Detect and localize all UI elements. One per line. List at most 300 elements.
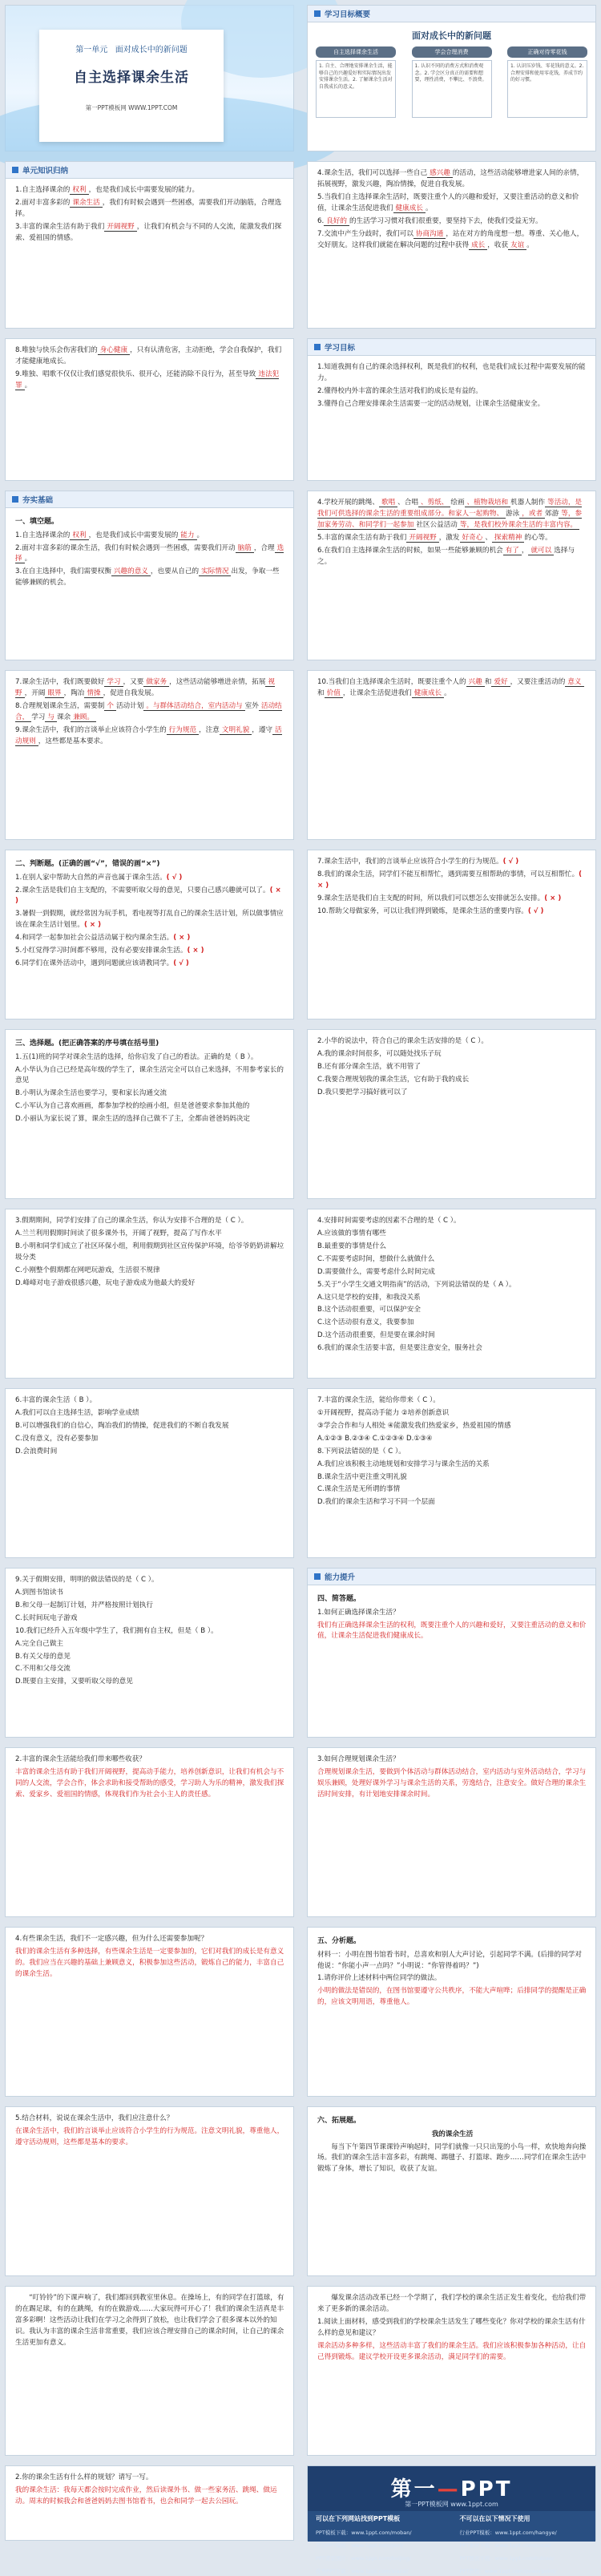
judge-mark: ( × ) [173, 934, 191, 943]
question-text: 课余 [57, 713, 71, 721]
answer-blank: 脑筋 [236, 544, 254, 553]
answer-blank: 个 [104, 702, 116, 711]
question-text: ， [521, 546, 529, 555]
qa-slide-2 [5, 1747, 294, 1917]
answer-blank: 就可以 [528, 547, 554, 555]
question-item [317, 192, 587, 215]
answer-blank: 有了 [503, 547, 522, 555]
question-text: ，只有认清危害，主动拒绝，学会自我保护，我们才能健康地成长。 [15, 346, 282, 365]
choice-slide-1 [5, 1029, 294, 1199]
question-text: ，遵守 [252, 725, 273, 734]
question: 2.丰富的课余生活能给我们带来哪些收获？ [15, 1755, 146, 1763]
choice-line: A.完全自己做主 [15, 1639, 64, 1648]
question-item [15, 543, 285, 566]
question-text: 郊游 [545, 509, 559, 518]
choice-line: C.课余生活是无所谓的事情 [317, 1485, 401, 1494]
judge-item [317, 906, 587, 918]
answer-blank: ，或者 [519, 510, 545, 519]
plan-slide [5, 2465, 294, 2541]
question: 4.有些课余生活，我们不一定感兴趣，但为什么还需要参加呢？ [15, 1935, 208, 1943]
answer-blank: 探索精神 [492, 534, 524, 543]
question-text: 8.我们的课余生活，同学们不能互相帮忙，遇到需要互相帮助的事情，可以互相帮忙。 [317, 870, 579, 878]
judge-item [15, 873, 285, 884]
footer-link: PPT模板下载：www.1ppt.com/moban/ [316, 2529, 412, 2536]
choice-line: A.我们应该积极主动地规划和安排学习与课余生活的关系 [317, 1460, 490, 1468]
footer-link: 优秀PPT下载：www.1ppt.com/xiazai/ [316, 2568, 409, 2575]
question-text: 室外 [244, 701, 259, 710]
choice-line: A.①②③ B.②③④ C.①②③④ D.①③④ [317, 1434, 433, 1443]
answer-blank: 兴趣的意义 [111, 567, 151, 576]
question-text: ，也要从自己的 [150, 567, 200, 576]
question-text: 社区公益活动 [416, 520, 458, 529]
question-text: 游泳 [506, 509, 520, 518]
answer: 我的课余生活：我每天都会按时完成作业，然后读课外书、做一些家务活、跳绳、做运动。周末的时候我会和爸爸妈妈去图书馆看书，也会和同学一起去公园玩。 [15, 2485, 277, 2505]
question: 2.你的课余生活有什么样的规划？请写一写。 [15, 2473, 153, 2481]
objective-column [316, 46, 396, 118]
answer-blank: 眼界 [45, 689, 63, 698]
question-item [317, 216, 587, 228]
question-text: 和 [484, 678, 492, 686]
question-text: ，陶冶 [63, 688, 85, 697]
question-text: 6.同学们在课外活动中，遇到问题就应该请教同学。 [15, 959, 174, 968]
choice-line: B.可以增强我们的自信心，陶冶我们的情操，促进我们的不断自我发展 [15, 1421, 229, 1430]
question-item [317, 677, 587, 700]
question-text: ，我们有时候会遇到一些困惑，需要我们开动脑筋，合理选择。 [15, 198, 282, 218]
answer-blank: 权利 [70, 186, 88, 195]
answer-blank: 歌唱 [379, 499, 397, 507]
question-text: 4.和同学一起参加社会公益活动属于校内课余生活。 [15, 934, 174, 943]
question-text: 3.丰富的课余生活有助于我们 [15, 222, 105, 231]
answer-blank: 价值 [325, 689, 343, 698]
question-text: 3.暑假一到假期，就经常因为玩手机，看电视等打乱自己的课余生活计划，所以做事情应该在课余生活计划里。 [15, 910, 284, 930]
choice-line: D.小丽认为家长说了算，课余生活的选择自己做不了主，全都由爸爸妈妈决定 [15, 1115, 250, 1124]
objective-heading: 正确对待零花钱 [507, 46, 587, 58]
choice-slide-6 [307, 1388, 596, 1558]
answer-blank: 权利 [70, 531, 88, 540]
answer-blank: 活动结合， [15, 701, 282, 721]
answer-blank: 良好的 [324, 217, 349, 226]
question-text: 、合唱 [397, 499, 418, 507]
question-item [15, 567, 285, 589]
question-item [15, 677, 285, 700]
question: 1.阅读上面材料，感受到我们的学校课余生活发生了哪些变化？你对学校的课余生活有什么样的意见和建议？ [317, 2317, 586, 2337]
answer-blank: 行为规范 [167, 726, 199, 735]
answer-blank: 兼顾。 [71, 713, 96, 722]
question-text: 活动计划 [115, 701, 144, 710]
footer-slide [307, 2465, 596, 2575]
improve-header: 能力提升 [325, 1573, 356, 1582]
question-text: ，让我们有机会与不同的人交流，能激发我们探索、爱祖国的情感。 [15, 222, 282, 242]
answer: 合理规划课余生活，要做到个体活动与群体活动结合，室内活动与室外活动结合，学习与娱乐兼顾，处理好课外学习与课余生活的关系，劳逸结合，注意安全。做好合理的课余生活时间安排，有计划地安排课余时间。 [317, 1767, 587, 1799]
answer-blank: 等，参加家务劳动、和同学们一起参加 [317, 509, 583, 529]
footer-link: PPT素材下载：www.1ppt.com/sucai/ [459, 2542, 551, 2549]
goal-item: 2.懂得校内外丰富的课余生活对我们的成长是有益的。 [317, 386, 482, 395]
answer-blank: 选择 [15, 543, 284, 563]
choice-line: A.到图书馆读书 [15, 1588, 64, 1597]
judge-mark: ( √ ) [502, 858, 519, 866]
answer-blank: 。与群体活动结合，室内活动与 [143, 702, 244, 711]
judge-item [317, 894, 587, 905]
choice-line: ③学会合作和与人相处 ④能激发我们热爱家乡，热爱祖国的情感 [317, 1421, 511, 1430]
question-text: 。 [444, 688, 451, 697]
cover-slide [5, 5, 294, 151]
answer-blank: 情操 [84, 689, 103, 698]
question-text: 10.当我们自主选择课余生活时，既要注重个人的 [317, 678, 466, 686]
answer-blank: 能力 [178, 531, 196, 540]
footer-link: 节日PPT模板：www.1ppt.com/jieri/ [316, 2542, 404, 2549]
choice-line: ①开阔视野，提高动手能力 ②培养创新意识 [317, 1408, 450, 1417]
question-text: 2.面对丰富多彩的课余生活，我们有时候会遇到一些困惑，需要我们开动 [15, 543, 236, 552]
objectives-slide [307, 5, 596, 151]
choice-line: B.小明认为课余生活也要学习，要和家长沟通交流 [15, 1089, 167, 1098]
choice-line: C.这个活动很有意义，我要参加 [317, 1318, 414, 1327]
objective-column [507, 46, 587, 118]
qa-slide-3 [307, 1747, 596, 1917]
answer-blank: 等，是我们校外课余生活的丰富内容。 [458, 521, 579, 530]
choice-line: D.既要自主安排，又要听取父母的意见 [15, 1678, 133, 1686]
question-item [15, 185, 285, 196]
essay-title: 我的课余生活 [431, 2130, 474, 2138]
question-text: 的心等。 [524, 533, 552, 542]
question-text: 的活动，这些活动能够增进家人间的亲情，拓展视野，激发兴趣，陶冶情操，促进自我发展。 [317, 169, 584, 188]
footer-link: PPT教程：www.1ppt.com/powerpoint/ [459, 2568, 557, 2575]
choice-slide-4 [307, 1209, 596, 1379]
question-text: 机器人制作 [510, 499, 546, 507]
question-item [15, 345, 285, 368]
choice-line: D.我们的课余生活和学习不同一个层面 [317, 1498, 435, 1507]
knowledge-slide-1 [5, 161, 294, 329]
answer-blank: 兴趣 [466, 678, 485, 687]
answer: 小明的做法是错误的，在图书馆要遵守公共秩序，不能大声喧哗；后排同学的提醒是正确的，应该文明用语，尊重他人。 [317, 1987, 587, 2007]
question: 3.如何合理规划课余生活？ [317, 1755, 400, 1763]
question-text: 5.丰富的课余生活有助于我们 [317, 533, 407, 542]
question-item [317, 546, 587, 568]
choice-line: D.我只要把学习搞好就可以了 [317, 1088, 408, 1096]
question-text: 和 [317, 688, 325, 697]
choice-line: 2.小华的说法中，符合自己的课余生活安排的是（ C ）。 [317, 1037, 489, 1045]
choice-slide-2 [307, 1029, 596, 1199]
section-title: 六、拓展题。 [317, 2117, 361, 2125]
answer-blank: 违法犯罪 [15, 369, 280, 390]
knowledge-slide-2 [307, 161, 596, 329]
answer-blank: 爱好 [491, 678, 510, 687]
choice-line: A.应该做的事情有哪些 [317, 1229, 386, 1238]
choice-line: D.峰峰对电子游戏很感兴趣，玩电子游戏成为他最大的爱好 [15, 1278, 196, 1287]
judge-item [15, 886, 285, 908]
judge-slide-1 [5, 850, 294, 1019]
objective-body: 1. 认识不同的消费方式和消费观念。2. 学会区分真正的需要和想要，理性消费，不攀比、不浪费。 [412, 60, 492, 118]
answer: 课余活动多种多样，这些活动丰富了我们的课余生活。我们应该积极参加各种活动，让自己得到锻炼。建议学校开设更多课余活动，满足同学们的需要。 [317, 2341, 587, 2361]
objectives-title: 面对成长中的新问题 [412, 30, 491, 41]
choice-line: A.兰兰利用假期时间读了很多课外书，开阔了视野，提高了写作水平 [15, 1229, 222, 1238]
basic-slide-1 [5, 491, 294, 660]
question: 1.如何正确选择课余生活？ [317, 1608, 400, 1617]
question-item [317, 533, 587, 544]
question-text: 。 [196, 531, 204, 539]
footer-link: PPT背景图片：www.1ppt.com/beijing/ [316, 2555, 411, 2562]
section-title: 二、判断题。(正确的画“√”，错误的画“×”) [15, 860, 160, 868]
question-text: ，让课余生活促进我们 [342, 688, 412, 697]
choice-line: 9.关于假期安排，明明的做法错误的是（ C ）。 [15, 1576, 159, 1584]
objective-heading: 自主选择课余生活 [316, 46, 396, 58]
question-text: ，注意 [199, 725, 220, 734]
question-text: 4.课余生活，我们可以选择一些自己 [317, 169, 428, 177]
question-text: 7.交流中产生分歧时，我们可以 [317, 229, 413, 238]
question-text: 10.帮助父母做家务，可以让我们得到锻炼，是课余生活的重要内容。 [317, 906, 528, 915]
question-text: 9.课余生活中，我们的言谈举止应该符合小学生的 [15, 725, 167, 734]
question-text: 3.在自主选择中，我们需要权衡 [15, 567, 111, 576]
question-text: 5.当我们自主选择课余生活时，既要注重个人的兴趣和爱好，又要注重活动的意义和价值，让课余生活促进我们 [317, 192, 579, 212]
question-item [15, 198, 285, 220]
answer-blank: 实际情况 [199, 567, 231, 576]
objective-body: 1. 认识压岁钱、零花钱的意义。2. 合理安排和使用零花钱，养成节约的好习惯。 [507, 60, 587, 118]
choice-line: A.这只是学校的安排，和我没关系 [317, 1293, 421, 1302]
answer-blank: 、剪纸、 [418, 499, 450, 507]
improve-slide [307, 1568, 596, 1738]
footer-col2-title: 不可以在以下情况下使用 [459, 2515, 530, 2522]
qa-slide-5 [5, 2106, 294, 2276]
cover-panel [39, 30, 224, 142]
question: 1.请你评价上述材料中两位同学的做法。 [317, 1974, 442, 1983]
question-text: ，收获 [487, 240, 509, 249]
question-text: ，开阔 [24, 688, 46, 697]
choice-line: C.不需要考虑时间，想做什么就做什么 [317, 1254, 435, 1263]
choice-line: B.最重要的事情是什么 [317, 1242, 386, 1250]
question-text: 5.小红觉得学习时间都不够用，没有必要安排课余生活。 [15, 947, 188, 955]
cover-title: 自主选择课余生活 [74, 70, 189, 86]
footer-sub: 第一PPT模板网 www.1ppt.com [405, 2501, 498, 2508]
answer-blank: 等活动，是我们可供选择的课余生活的重要组成部分。和家人一起购物、 [317, 499, 583, 518]
essay-text: 每当下午第四节课课铃声响起时，同学们就像一只只出笼的小鸟一样，欢快地奔向操场。我们的课余生活丰富多彩，有跳绳、踢毽子、打篮球、跑步……同学们在课余生活中锻炼了身体，增长了知识，收获了友谊。 [317, 2142, 587, 2174]
choice-line: D.需要做什么，需要考虑什么时间完成 [317, 1267, 435, 1276]
question-text: 9.课余生活是我们自主支配的时间，所以我们可以想怎么安排就怎么安排。 [317, 894, 545, 902]
answer-blank: 学习 [104, 678, 123, 687]
answer-blank: 感兴趣 [427, 169, 453, 178]
answer-blank: 、植物栽培和 [465, 499, 511, 507]
choice-line: B.和父母一起制订计划，并严格按照计划执行 [15, 1601, 153, 1609]
choice-line: C.长时间玩电子游戏 [15, 1613, 78, 1622]
question-text: 的生活学习习惯对我们很重要，要坚持下去，使我们受益无穷。 [349, 216, 543, 225]
ppt-logo: 第一—PPT [390, 2477, 513, 2501]
choice-line: B.课余生活中更注重文明礼貌 [317, 1472, 407, 1481]
judge-mark: ( × ) [15, 886, 281, 906]
question-item [15, 701, 285, 724]
question-text: ，激发 [438, 533, 460, 542]
answer: 我们有正确选择课余生活的权利，既要注重个人的兴趣和爱好，又要注重活动的意义和价值，让课余生活促进我们健康成长。 [317, 1621, 587, 1641]
question-text: 。 [425, 204, 433, 212]
basic-slide-4 [307, 670, 596, 840]
essay-slide [5, 2286, 294, 2456]
question-text: 绘画 [450, 499, 465, 507]
choice-line: 6.我们的课余生活要丰富，但是要注意安全，服务社会 [317, 1344, 482, 1353]
essay-text: “叮铃铃”的下课声响了，我们都回到教室里休息。在操场上，有的同学在打篮球，有的在踢足球，有的在跳绳，有的在做游戏……大家玩得可开心了！我们的课余生活真是丰富多彩啊！这些活动让我们在学习之余得到了放松，也让我们学会了很多课本以外的知识。我认为丰富的课余生活非常重要，我们应该合理安排自己的课余时间，让自己的课余生活更加有意义。 [15, 2294, 284, 2347]
question-item [317, 168, 587, 191]
choice-line: D.会浪费时间 [15, 1447, 58, 1456]
choice-line: 1.五(1)班的同学对课余生活的选择，给你启发了自己的看法。正确的是（ B ）。 [15, 1052, 258, 1061]
question-text: 1.自主选择课余的 [15, 531, 71, 539]
question-text: 6.在我们自主选择课余生活的时候，如果一些能够兼顾的机会 [317, 546, 503, 555]
answer-blank: 成长 [469, 241, 487, 250]
choice-line: B.有关父母的意见 [15, 1652, 71, 1661]
answer-blank: 好奇心 [460, 534, 486, 543]
judge-item [15, 946, 285, 957]
question-text: 8.唯独与快乐会伤害我们的 [15, 346, 98, 354]
objectives-header: 学习目标概要 [325, 10, 371, 19]
judge-mark: ( × ) [83, 921, 101, 930]
answer-blank: 视野 [15, 678, 276, 697]
judge-item [15, 959, 285, 970]
answer-blank: 开阔视野 [104, 223, 136, 232]
section-title: 一、填空题。 [15, 518, 59, 526]
question-item [15, 725, 285, 748]
question-item [317, 498, 587, 531]
answer: 在课余生活中，我们的言谈举止应该符合小学生的行为规范。注意文明礼貌，尊重他人，遵守活动规则，这些都是基本的要求。 [15, 2126, 284, 2146]
reading-text: 爆发课余活动改革已经一个学期了，我们学校的课余生活正发生着变化，也给我们带来了更多新的课余活动。 [317, 2294, 587, 2313]
question-text: 。 [24, 381, 32, 390]
question-text: 学习 [31, 713, 46, 721]
choice-line: B.这个活动很重要，可以保护安全 [317, 1306, 421, 1314]
section-title: 三、选择题。(把正确答案的序号填在括号里) [15, 1040, 159, 1048]
question-text: 2.面对丰富多彩的 [15, 198, 71, 207]
judge-slide-2 [307, 850, 596, 1019]
question-text: ，又要注重活动的 [510, 678, 566, 686]
unit-title: 面对成长中的新问题 [115, 46, 188, 55]
answer-blank: 友谊 [508, 241, 526, 250]
question-text: 、 [485, 533, 492, 542]
judge-item [15, 933, 285, 944]
question-text: 选择与之。 [317, 546, 575, 566]
choice-line: A.我的课余时间很多，可以随处找乐子玩 [317, 1049, 442, 1058]
material: 材料一：小明在图书馆看书时，总喜欢和别人大声讨论，引起同学不满。(后排的同学对他说：“你能小声一点吗？”小明说：“你管得着吗？”) [317, 1950, 582, 1970]
question-text: ，也是我们成长中需要发展的能力。 [88, 186, 200, 194]
choice-line: C.没有意义，没有必要参加 [15, 1434, 99, 1443]
footer-link: 行业PPT模板：www.1ppt.com/hangye/ [459, 2529, 557, 2536]
basic-slide-2 [307, 491, 596, 660]
judge-item [317, 870, 587, 892]
question-item [15, 369, 285, 392]
question-text: ，又要 [123, 678, 144, 686]
question-text: ，这些都是基本要求。 [38, 737, 107, 745]
question-text: 8.合理规划课余生活，需要制 [15, 701, 105, 710]
choice-line: 7.丰富的课余生活，能给你带来（ C ）。 [317, 1396, 440, 1404]
answer-blank: 协商沟通 [413, 230, 446, 239]
question-text: ，促进自我发展。 [103, 688, 159, 697]
choice-line: 6.丰富的课余生活（ B ）。 [15, 1396, 97, 1404]
choice-line: 4.安排时间需要考虑的因素不合理的是（ C ）。 [317, 1217, 461, 1225]
choice-slide-3 [5, 1209, 294, 1379]
choice-slide-7 [5, 1568, 294, 1738]
footer-col1-title: 可以在下列网站找到PPT模板 [316, 2515, 401, 2522]
answer: 我们的课余生活有多种选择，有些课余生活是一定要参加的，它们对我们的成长是有意义的。我们应当在兴趣的基础上兼顾意义，积极参加这些活动，锻炼自己的能力，丰富自己的课余生活。 [15, 1947, 284, 1978]
question-text: 7.课余生活中，我们的言谈举止应该符合小学生的行为规范。 [317, 858, 503, 866]
choice-line: A.小华认为自己已经是高年级的学生了，课余生活完全可以自己来选择，不用参考家长的意见 [15, 1065, 284, 1085]
knowledge-slide-3 [5, 338, 294, 481]
basic-header: 夯实基础 [22, 496, 54, 505]
judge-mark: ( √ ) [166, 873, 183, 882]
question-item [15, 222, 285, 244]
knowledge-header: 单元知识归纳 [22, 167, 69, 176]
section-title: 四、简答题。 [317, 1595, 361, 1603]
answer-blank: 意义 [565, 678, 583, 687]
answer-blank: 文明礼貌 [220, 726, 252, 735]
choice-line: 5.关于“小学生交通文明指南”的活动，下列说法错误的是（ A ）。 [317, 1280, 516, 1289]
question: 5.结合材料，说说在课余生活中，我们应注意什么？ [15, 2114, 174, 2122]
section-title: 五、分析题。 [317, 1937, 361, 1945]
answer-blank: 健康成长 [412, 689, 444, 698]
choice-line: A.我们可以自主选择生活，影响学业成绩 [15, 1408, 139, 1417]
answer-blank: 身心健康 [98, 346, 130, 355]
objective-column [412, 46, 492, 118]
question-item [15, 531, 285, 542]
question-text: 9.唯独、唱歌不仅仅让我们感觉很快乐、很开心，还能消除不良行为，甚至导致 [15, 369, 256, 378]
qa-slide-4 [5, 1927, 294, 2097]
extension-slide [307, 2106, 596, 2276]
choice-line: C.小刚整个假期都在网吧玩游戏，生活很不规律 [15, 1266, 160, 1274]
question-text: 出发，争取一些能够兼顾的机会。 [15, 567, 280, 587]
goal-item: 1.知道我拥有自己的课余选择权利，既是我们的权利，也是我们成长过程中需要发展的能力。 [317, 363, 586, 382]
question-text: 6. [317, 216, 325, 225]
question-text: 1.自主选择课余的 [15, 186, 71, 194]
answer-blank: 开阔视野 [406, 534, 438, 543]
judge-item [15, 909, 285, 931]
choice-line: B.还有部分课余生活，就不用管了 [317, 1062, 421, 1071]
choice-line: 3.假期期间，同学们安排了自己的课余生活，你认为安排不合理的是（ C ）。 [15, 1217, 248, 1225]
question-text: 。 [24, 555, 32, 563]
choice-line: C.小军认为自己喜欢画画，都参加学校的绘画小组，但是爸爸要求参加其他的 [15, 1102, 250, 1111]
answer: 丰富的课余生活有助于我们开阔视野，提高动手能力，培养创新意识，让我们有机会与不同的人交流，学会合作，体会求助和接受帮助的感受，学习助人为乐的精神，激发我们探索、爱家乡、爱祖国的情感，体现我们作为社会小主人的责任感。 [15, 1767, 284, 1799]
question-text: ，合理 [253, 543, 275, 552]
judge-mark: ( × ) [317, 870, 583, 890]
objective-heading: 学会合理消费 [412, 46, 492, 58]
judge-mark: ( × ) [187, 947, 204, 955]
footer-link: PPT图表下载：www.1ppt.com/tubiao/ [459, 2555, 555, 2562]
judge-mark: ( √ ) [527, 906, 544, 915]
choice-line: C.我要合理规划我的课余生活，它有助于我的成长 [317, 1075, 470, 1084]
goals-slide [307, 338, 596, 481]
question-text: 4.学校开展的跳绳、 [317, 499, 379, 507]
answer-blank: 做家务 [143, 678, 169, 687]
judge-item [317, 857, 587, 868]
judge-mark: ( × ) [544, 894, 562, 902]
question-text: ，站在对方的角度想一想。尊重、关心他人，交好朋友。这样我们就能在解决问题的过程中获得 [317, 229, 584, 249]
unit-label: 第一单元 [75, 46, 108, 55]
choice-slide-5 [5, 1388, 294, 1558]
judge-mark: ( √ ) [173, 959, 189, 968]
question-text: 7.课余生活中，我们既要做好 [15, 678, 105, 686]
question-text: 1.在别人家中帮助大自然的声音也属于课余生活。 [15, 873, 167, 882]
choice-line: C.不用和父母交流 [15, 1665, 71, 1674]
choice-line: 8.下列说法错误的是（ C ）。 [317, 1447, 405, 1456]
reading-slide [307, 2286, 596, 2456]
cover-site: 第一PPT模板网 WWW.1PPT.COM [85, 104, 178, 111]
answer-blank: 课余生活 [70, 199, 102, 208]
question-text: 2.课余生活是我们自主支配的，不需要听取父母的意见，只要自己感兴趣就可以了。 [15, 886, 270, 894]
question-text: ，也是我们成长中需要发展的 [88, 531, 179, 539]
goal-item: 3.懂得自己合理安排课余生活需要一定的活动规划，让课余生活健康安全。 [317, 399, 545, 408]
answer-blank: 活动规则 [15, 725, 282, 745]
choice-line: 10.我们已经升入五年级中学生了，我们拥有自主权，但是（ B ）。 [15, 1626, 218, 1635]
choice-line: D.这个活动很重要，但是要在课余时间 [317, 1331, 435, 1340]
question-item [317, 229, 587, 252]
question-text: ，这些活动能够增进亲情，拓展 [169, 678, 266, 686]
choice-line: B.小明和同学们成立了社区环保小组，利用假期到社区宣传保护环境，给爷爷奶奶讲解垃圾分类 [15, 1242, 284, 1262]
basic-slide-3 [5, 670, 294, 840]
answer-blank: 与 [45, 713, 57, 722]
answer-blank: 健康成长 [393, 204, 426, 213]
goals-header: 学习目标 [325, 344, 356, 353]
objective-body: 1. 自主、合理地安排课余生活，能够自己的兴趣爱好和实际情况出发安排课余生活。2. 了解课余生活对自我成长的意义。 [316, 60, 396, 118]
analysis-slide [307, 1927, 596, 2097]
